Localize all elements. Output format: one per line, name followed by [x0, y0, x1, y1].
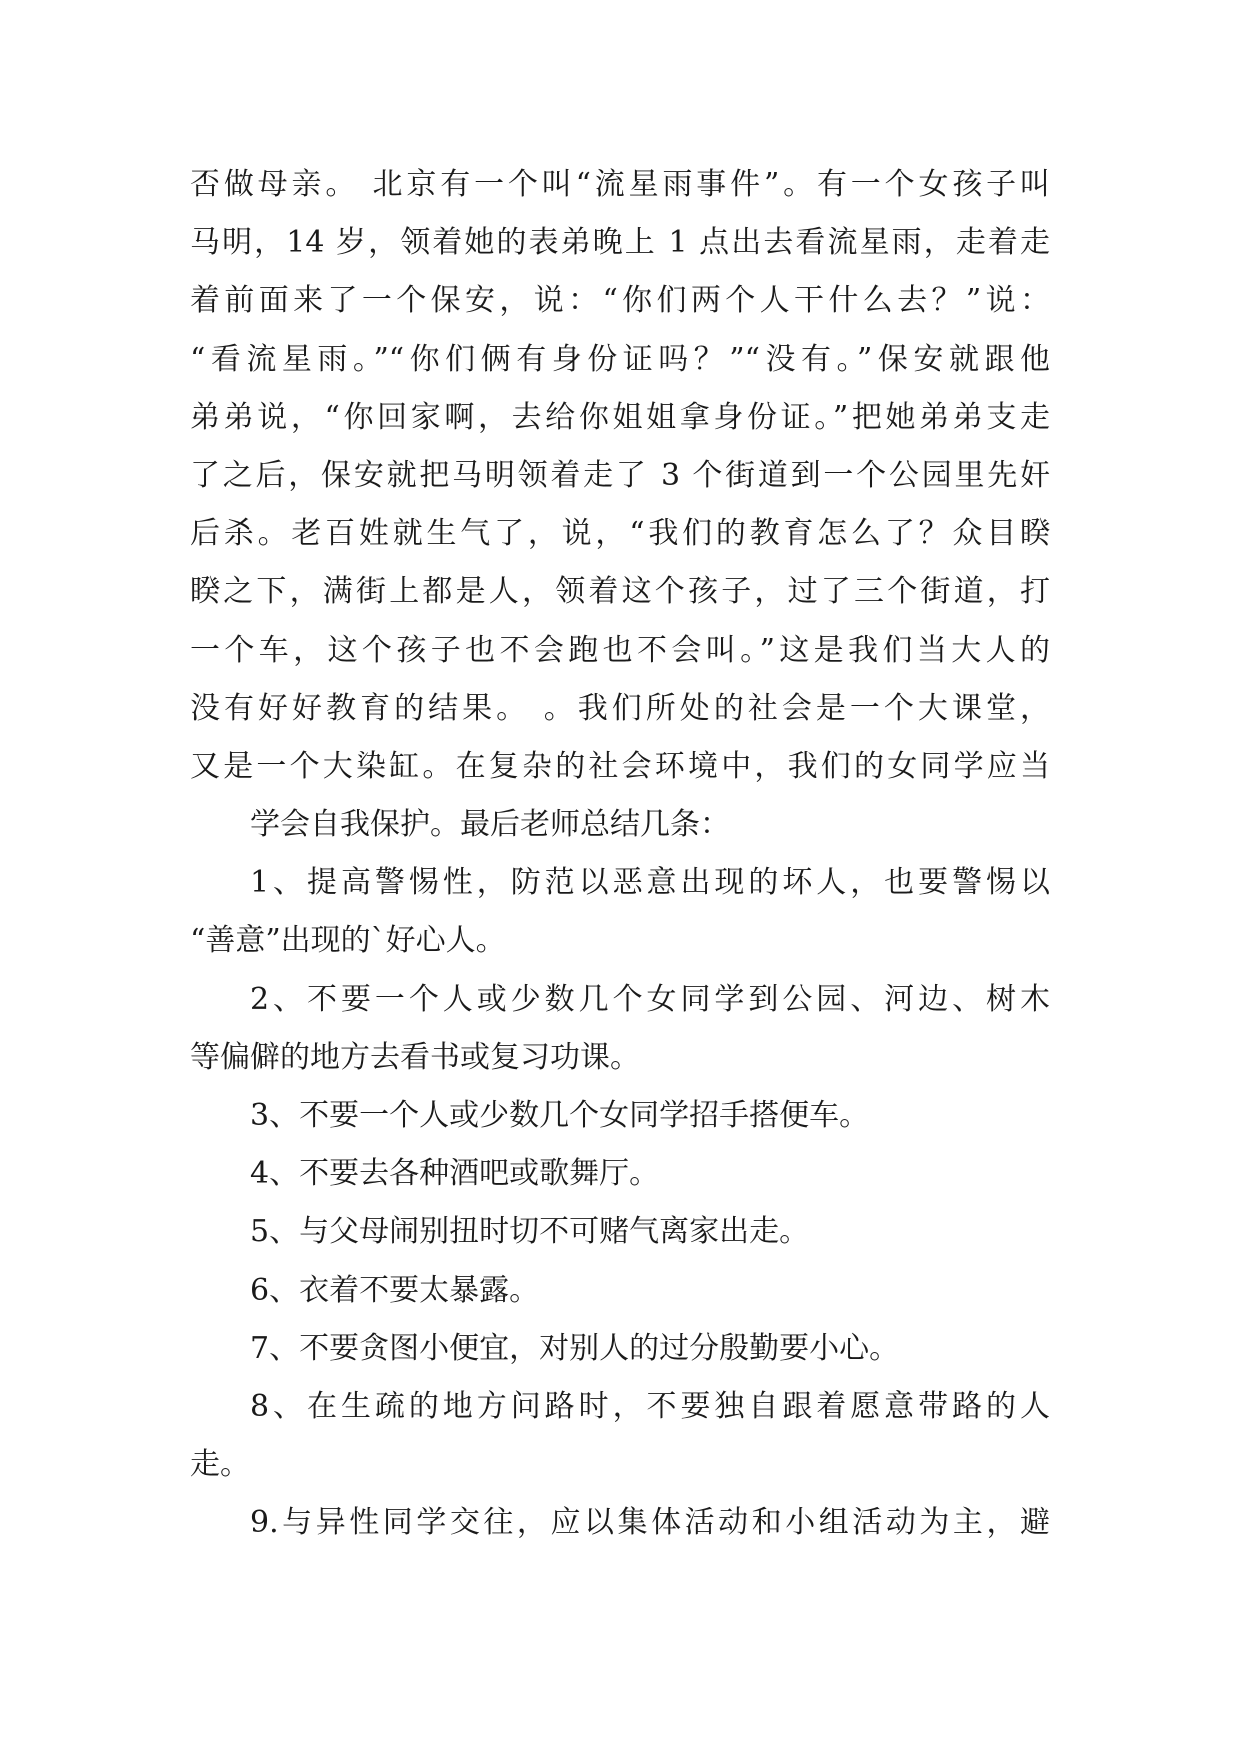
list-item-4: 4、不要去各种酒吧或歌舞厅。 — [250, 1156, 660, 1192]
paragraph-line: 一个车，这个孩子也不会跑也不会叫。”这是我们当大人的 — [190, 632, 1050, 668]
paragraph-line: 睽之下，满街上都是人，领着这个孩子，过了三个街道，打 — [190, 574, 1050, 610]
list-item-1-continued: “善意”出现的`好心人。 — [190, 923, 506, 959]
paragraph-line: “看流星雨。”“你们俩有身份证吗？”“没有。”保安就跟他 — [190, 341, 1050, 377]
list-item-2-continued: 等偏僻的地方去看书或复习功课。 — [190, 1039, 640, 1075]
document-body — [190, 156, 1050, 1553]
list-item-1: 1、提高警惕性，防范以恶意出现的坏人，也要警惕以 — [250, 865, 1050, 901]
paragraph-line: 弟弟说，“你回家啊，去给你姐姐拿身份证。”把她弟弟支走 — [190, 399, 1050, 435]
list-item-8-continued: 走。 — [190, 1447, 250, 1483]
list-item-6: 6、衣着不要太暴露。 — [250, 1272, 540, 1308]
list-item-9: 9.与异性同学交往，应以集体活动和小组活动为主，避 — [250, 1505, 1050, 1541]
list-item-5: 5、与父母闹别扭时切不可赌气离家出走。 — [250, 1214, 810, 1250]
list-item-7: 7、不要贪图小便宜，对别人的过分殷勤要小心。 — [250, 1330, 900, 1366]
paragraph-line: 着前面来了一个保安，说：“你们两个人干什么去？”说： — [190, 283, 1050, 319]
paragraph-line: 马明，14 岁，领着她的表弟晚上 1 点出去看流星雨，走着走 — [190, 225, 1050, 261]
list-item-3: 3、不要一个人或少数几个女同学招手搭便车。 — [250, 1098, 870, 1133]
paragraph-line: 了之后，保安就把马明领着走了 3 个街道到一个公园里先奸 — [190, 457, 1050, 493]
paragraph-line: 没有好好教育的结果。 。我们所处的社会是一个大课堂， — [190, 690, 1050, 726]
paragraph-line: 学会自我保护。最后老师总结几条： — [250, 807, 730, 843]
paragraph-line: 又是一个大染缸。在复杂的社会环境中，我们的女同学应当 — [190, 748, 1050, 784]
paragraph-line: 否做母亲。 北京有一个叫“流星雨事件”。有一个女孩子叫 — [190, 167, 1050, 202]
list-item-2: 2、不要一个人或少数几个女同学到公园、河边、树木 — [250, 981, 1050, 1017]
paragraph-line: 后杀。老百姓就生气了，说，“我们的教育怎么了？众目睽 — [190, 516, 1050, 552]
list-item-8: 8、在生疏的地方问路时，不要独自跟着愿意带路的人 — [250, 1388, 1050, 1424]
